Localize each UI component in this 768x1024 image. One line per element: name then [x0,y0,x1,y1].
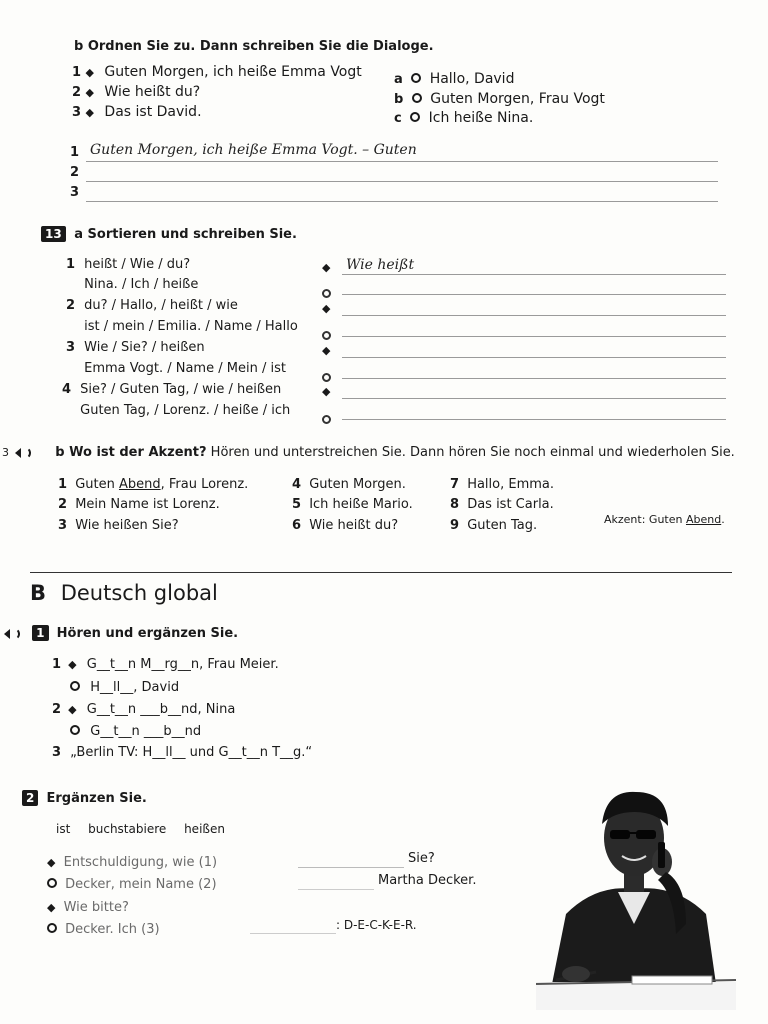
circle-icon [70,725,80,735]
circle-icon [70,681,80,691]
fill-text[interactable]: H__ll__, David [90,680,180,695]
diamond-icon: ◆ [322,344,331,357]
instruction-bold: b Wo ist der Akzent? [55,445,207,460]
item-text: Hallo, Emma. [467,477,555,492]
scrambled-words: Nina. / Ich / heiße [84,277,199,292]
diamond-icon: ◆ [85,86,94,99]
instruction-rest: Hören und unterstreichen Sie. Dann hören Sie noch einmal und wiederholen Sie. [206,445,735,460]
speaker-icon[interactable] [15,445,31,460]
ex13a-row [66,361,286,376]
item-number: 3 [52,745,62,760]
diamond-icon: ◆ [322,385,331,398]
item-number: 4 [292,477,302,492]
gap-line[interactable] [298,889,374,890]
ex12b-instruction: b Ordnen Sie zu. Dann schreiben Sie die Dialoge. [74,39,434,54]
dialog-left: Wie bitte? [63,900,129,915]
item-number: 2 [66,298,76,313]
item-number: 5 [292,497,302,512]
item-number: 6 [292,518,302,533]
item-letter: b [394,92,404,107]
item-text: Wie heißt du? [309,518,399,533]
item-number: 3 [58,518,68,533]
word-bank-item: buchstabiere [88,822,167,836]
circle-icon [322,283,331,302]
item-number: 1 [52,657,62,672]
exB2-instruction: Ergänzen Sie. [46,791,147,806]
dialog-line [47,855,217,870]
item-number: 1 [72,65,82,80]
word-bank-item: ist [56,822,71,836]
hint-pre: Akzent: Guten [604,513,686,526]
ex13a-row [66,257,190,272]
diamond-icon: ◆ [322,261,331,274]
ex13a-header [41,226,297,242]
diamond-icon: ◆ [47,901,56,914]
ex13a-row [62,382,281,397]
accent-item [292,518,398,533]
dialog-left: Decker. Ich (3) [65,922,160,937]
dialog-left: Entschuldigung, wie (1) [63,855,218,870]
dialog-right: Sie? [408,851,435,866]
accent-item [58,477,248,492]
scrambled-words: Wie / Sie? / heißen [84,340,205,355]
accent-item [450,497,554,512]
item-number: 1 [58,477,68,492]
item-number: 3 [72,105,82,120]
fill-line [52,702,235,717]
item-number: 7 [450,477,460,492]
dialog-line [47,900,129,915]
word-bank [56,822,225,836]
dialog-left: Decker, mein Name (2) [65,877,217,892]
item-text: Wie heißt du? [104,84,201,100]
answer-number: 1 [70,145,80,160]
item-text-post: , Frau Lorenz. [160,477,249,492]
ex13a-row [66,340,205,355]
ex13a-instruction: a Sortieren und schreiben Sie. [74,227,297,242]
answer-handwritten: Wie heißt [346,257,415,273]
item-letter: a [394,72,403,87]
ex13b-instruction [55,445,735,460]
circle-icon [47,878,57,888]
item-text: Das ist David. [104,104,202,120]
item-number: 2 [52,702,62,717]
item-number: 4 [62,382,72,397]
answer-number: 2 [70,165,80,180]
ex12b-right-item [394,110,533,126]
scrambled-words: Guten Tag, / Lorenz. / heiße / ich [80,403,291,418]
scrambled-words: heißt / Wie / du? [84,257,191,272]
answer-line[interactable] [342,357,726,358]
accent-item [450,518,537,533]
diamond-icon: ◆ [85,66,94,79]
circle-icon [322,325,331,344]
ex13b-header [2,445,735,460]
answer-line[interactable] [342,378,726,379]
scrambled-words: ist / mein / Emilia. / Name / Hallo [84,319,298,334]
section-title [30,581,218,605]
dialog-line [47,877,217,892]
item-letter: c [394,111,402,126]
ex12b-right-item [394,91,605,107]
exB1-header [4,625,238,641]
answer-handwritten: Guten Morgen, ich heiße Emma Vogt. – Guten [90,142,417,158]
hint-accent: Abend [685,513,722,526]
scrambled-words: Sie? / Guten Tag, / wie / heißen [80,382,282,397]
scrambled-words: Emma Vogt. / Name / Mein / ist [84,361,286,376]
dialog-right: : D-E-C-K-E-R. [336,918,417,932]
item-text: Ich heiße Mario. [309,497,413,512]
circle-icon [47,923,57,933]
ex12b-right-item [394,71,514,87]
circle-icon [322,367,331,386]
word-bank-item: heißen [184,822,225,836]
diamond-icon: ◆ [47,856,56,869]
item-number: 3 [66,340,76,355]
circle-icon [411,73,421,83]
item-number: 8 [450,497,460,512]
answer-line[interactable] [342,336,726,337]
ex12b-left-item [72,104,202,120]
item-text: Das ist Carla. [467,497,554,512]
fill-text[interactable]: G__t__n ___b__nd, Nina [86,702,236,717]
fill-line [52,657,279,672]
item-number: 1 [66,257,76,272]
exB1-instruction: Hören und ergänzen Sie. [56,626,239,641]
gap-line[interactable] [250,933,336,934]
item-text: Hallo, David [429,71,515,87]
item-text: Guten Morgen, ich heiße Emma Vogt [104,64,362,80]
item-number: 2 [72,85,82,100]
dialog-right: Martha Decker. [378,873,477,888]
exB2-header [22,790,147,806]
answer-number: 3 [70,185,80,200]
answer-line[interactable] [342,274,726,275]
diamond-icon: ◆ [68,703,77,716]
ex12b-left-item [72,84,200,100]
ex12b-left-item [72,64,362,80]
hint-post: . [721,513,725,526]
item-number: 9 [450,518,460,533]
scrambled-words: du? / Hallo, / heißt / wie [84,298,238,313]
answer-line[interactable] [86,181,718,182]
diamond-icon: ◆ [68,658,77,671]
fill-text[interactable]: G__t__n M__rg__n, Frau Meier. [86,657,279,672]
answer-line[interactable] [342,398,726,399]
audio-track-number: 3 [2,446,9,459]
accent-hint [604,513,725,526]
fill-line [52,680,179,695]
answer-line[interactable] [86,161,718,162]
accent-item [58,497,220,512]
item-number: 2 [58,497,68,512]
diamond-icon: ◆ [322,302,331,315]
dialog-line [47,922,160,937]
ex13a-row [66,277,198,292]
circle-icon [410,112,420,122]
item-text-pre: Mein Name ist Lorenz. [75,497,220,512]
item-text: Guten Morgen. [309,477,406,492]
item-text: Guten Morgen, Frau Vogt [430,91,605,107]
accent-item [58,518,179,533]
gap-line[interactable] [298,867,404,868]
item-text-pre: Guten [75,477,119,492]
fill-text[interactable]: „Berlin TV: H__ll__ und G__t__n T__g.“ [70,745,313,760]
speaker-icon[interactable] [4,626,20,641]
item-text-pre: Wie heißen Sie? [75,518,179,533]
section-name: Deutsch global [60,581,218,605]
section-divider [30,572,732,573]
ex13a-row [62,403,290,418]
circle-icon [322,409,331,428]
item-text: Ich heiße Nina. [428,110,534,126]
accent-item [292,477,406,492]
accent-item [450,477,554,492]
item-text: Guten Tag. [467,518,538,533]
answer-line[interactable] [342,315,726,316]
accent-item [292,497,413,512]
ex13a-row [66,319,298,334]
fill-text[interactable]: G__t__n ___b__nd [90,724,202,739]
exercise-number-badge: 1 [32,625,48,641]
section-letter: B [30,581,47,605]
answer-line[interactable] [342,294,726,295]
accent-underlined[interactable]: Abend [118,477,161,492]
woman-on-phone-photo [536,784,736,1010]
exercise-number-badge: 13 [41,226,66,242]
answer-line[interactable] [342,419,726,420]
answer-line[interactable] [86,201,718,202]
ex13a-row [66,298,238,313]
exercise-number-badge: 2 [22,790,38,806]
circle-icon [412,93,422,103]
fill-line [52,745,312,760]
fill-line [52,724,201,739]
diamond-icon: ◆ [85,106,94,119]
